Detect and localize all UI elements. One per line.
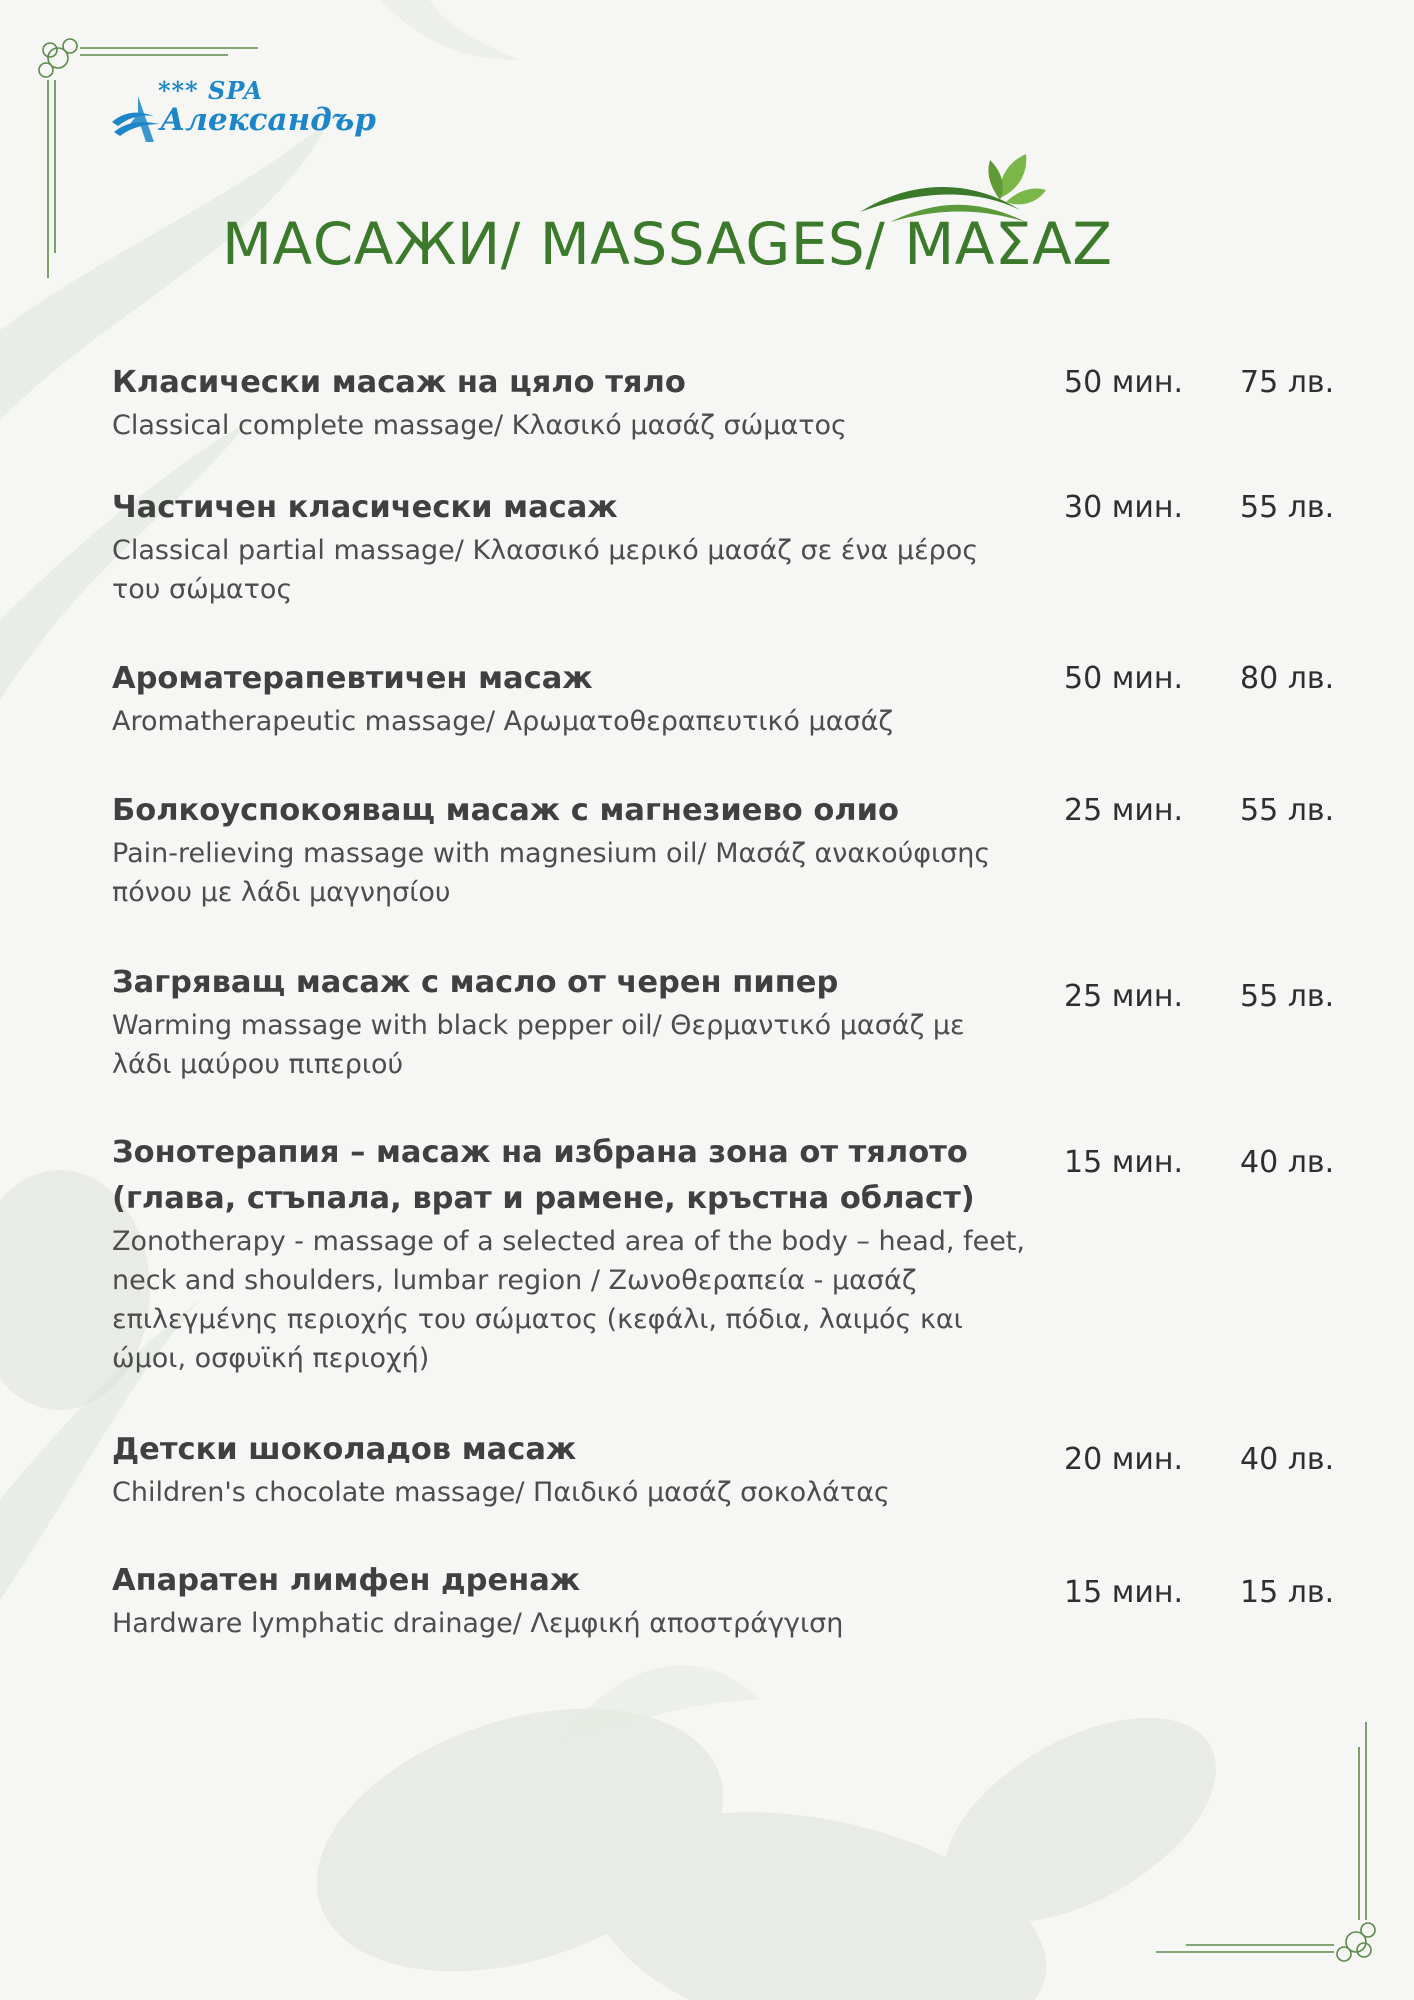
menu-item bbox=[112, 485, 1342, 609]
item-name-en: Classical complete massage/ Κλασικό μασάζ σώματος bbox=[112, 410, 847, 441]
item-name-en: Hardware lymphatic drainage/ Λεμφική αποστράγγιση bbox=[112, 1608, 844, 1639]
logo-stars-spa: *** SPA bbox=[158, 76, 264, 105]
item-duration: 50 мин. bbox=[1064, 661, 1183, 696]
item-price: 55 лв. bbox=[1240, 490, 1335, 525]
item-price: 40 лв. bbox=[1240, 1145, 1335, 1180]
item-duration: 15 мин. bbox=[1064, 1145, 1183, 1180]
item-duration: 15 мин. bbox=[1064, 1575, 1183, 1610]
item-name-bg: Загряващ масаж с масло от черен пипер bbox=[112, 965, 839, 1000]
item-name-en: Pain-relieving massage with magnesium oil/ Μασάζ ανακούφισης πόνου με λάδι μαγνησίου bbox=[112, 838, 991, 908]
item-name-en: Warming massage with black pepper oil/ Θερμαντικό μασάζ με λάδι μαύρου πιπεριού bbox=[112, 1010, 965, 1080]
menu-item bbox=[112, 360, 1342, 445]
item-name-en: Classical partial massage/ Κλασσικό μερικό μασάζ σε ένα μέρος του σώματος bbox=[112, 535, 979, 605]
item-name-bg: Болкоуспокояващ масаж с магнезиево олио bbox=[112, 793, 899, 828]
item-price: 55 лв. bbox=[1240, 979, 1335, 1014]
item-price: 80 лв. bbox=[1240, 661, 1335, 696]
item-name-bg: Частичен класически масаж bbox=[112, 490, 618, 525]
item-name-bg: Класически масаж на цяло тяло bbox=[112, 365, 686, 400]
item-price: 15 лв. bbox=[1240, 1575, 1335, 1610]
item-name-en: Zonotherapy - massage of a selected area of the body – head, feet, neck and shoulders, lumbar region / Ζωνοθεραπεία - μασάζ επιλεγμένης περιοχής του σώματος (κεφάλι, πόδια, λαιμός και ώμοι, οσφυϊκή περιοχή) bbox=[112, 1226, 1025, 1374]
item-duration: 30 мин. bbox=[1064, 490, 1183, 525]
item-duration: 25 мин. bbox=[1064, 793, 1183, 828]
menu-item bbox=[112, 1558, 1342, 1643]
item-name-en: Aromatherapeutic massage/ Αρωματοθεραπευτικό μασάζ bbox=[112, 706, 894, 737]
item-name-en: Children's chocolate massage/ Παιδικό μασάζ σοκολάτας bbox=[112, 1477, 890, 1508]
item-name-bg: Апаратен лимфен дренаж bbox=[112, 1563, 581, 1598]
item-duration: 25 мин. bbox=[1064, 979, 1183, 1014]
item-duration: 50 мин. bbox=[1064, 365, 1183, 400]
spa-logo bbox=[110, 74, 400, 154]
item-name-bg: Зонотерапия – масаж на избрана зона от тялото (глава, стъпала, врат и рамене, кръстна област) bbox=[112, 1135, 975, 1216]
page-title: МАСАЖИ/ MASSAGES/ ΜΑΣΑΖ bbox=[222, 210, 1113, 278]
item-duration: 20 мин. bbox=[1064, 1442, 1183, 1477]
logo-name: Александър bbox=[160, 102, 376, 138]
corner-ornament-bottom-right bbox=[1126, 1712, 1386, 1972]
item-name-bg: Ароматерапевтичен масаж bbox=[112, 661, 593, 696]
menu-item bbox=[112, 1427, 1342, 1512]
item-price: 40 лв. bbox=[1240, 1442, 1335, 1477]
menu-item bbox=[112, 788, 1342, 912]
menu-item bbox=[112, 656, 1342, 741]
item-name-bg: Детски шоколадов масаж bbox=[112, 1432, 577, 1467]
item-price: 75 лв. bbox=[1240, 365, 1335, 400]
item-price: 55 лв. bbox=[1240, 793, 1335, 828]
menu-item bbox=[112, 1130, 1342, 1378]
menu-item bbox=[112, 960, 1342, 1084]
